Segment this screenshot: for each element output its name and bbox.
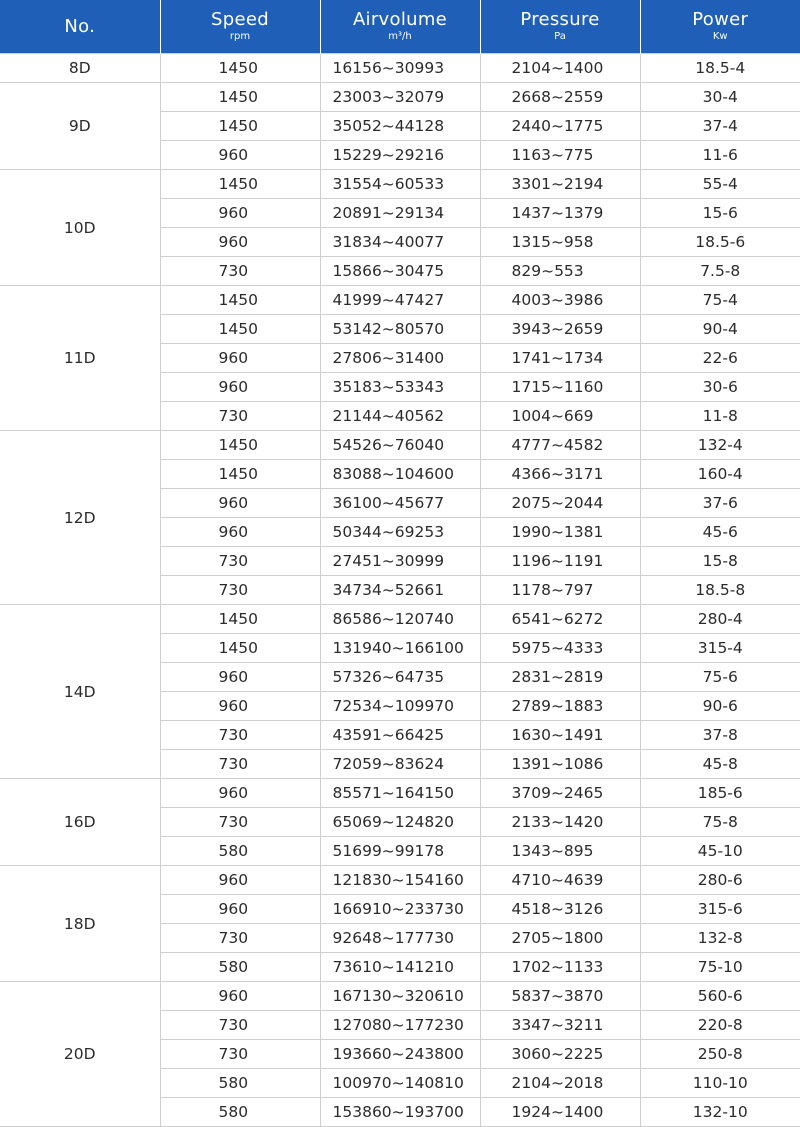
speed-cell: 960 [160, 982, 320, 1011]
power-cell: 75-4 [640, 286, 800, 315]
airvolume-cell: 85571~164150 [320, 779, 480, 808]
speed-cell: 960 [160, 344, 320, 373]
pressure-cell: 1315~958 [480, 228, 640, 257]
pressure-cell: 4710~4639 [480, 866, 640, 895]
speed-cell: 1450 [160, 460, 320, 489]
model-number-cell: 20D [0, 982, 160, 1127]
airvolume-cell: 193660~243800 [320, 1040, 480, 1069]
pressure-cell: 3943~2659 [480, 315, 640, 344]
airvolume-cell: 31554~60533 [320, 170, 480, 199]
pressure-cell: 2075~2044 [480, 489, 640, 518]
airvolume-cell: 27806~31400 [320, 344, 480, 373]
speed-cell: 960 [160, 663, 320, 692]
header-row [0, 0, 800, 54]
airvolume-cell: 15229~29216 [320, 141, 480, 170]
pressure-cell: 2705~1800 [480, 924, 640, 953]
header-airvolume [320, 0, 480, 54]
table-body [0, 54, 800, 1127]
airvolume-cell: 36100~45677 [320, 489, 480, 518]
power-cell: 315-6 [640, 895, 800, 924]
header-airvolume-unit: m³/h [388, 31, 412, 42]
speed-cell: 1450 [160, 112, 320, 141]
speed-cell: 960 [160, 866, 320, 895]
pressure-cell: 3060~2225 [480, 1040, 640, 1069]
power-cell: 18.5-8 [640, 576, 800, 605]
power-cell: 30-4 [640, 83, 800, 112]
speed-cell: 960 [160, 489, 320, 518]
power-cell: 11-6 [640, 141, 800, 170]
airvolume-cell: 54526~76040 [320, 431, 480, 460]
speed-cell: 960 [160, 779, 320, 808]
power-cell: 45-10 [640, 837, 800, 866]
pressure-cell: 1163~775 [480, 141, 640, 170]
power-cell: 185-6 [640, 779, 800, 808]
speed-cell: 730 [160, 924, 320, 953]
table-row [0, 779, 800, 808]
speed-cell: 730 [160, 576, 320, 605]
airvolume-cell: 31834~40077 [320, 228, 480, 257]
header-speed-unit: rpm [229, 31, 251, 42]
power-cell: 45-8 [640, 750, 800, 779]
airvolume-cell: 167130~320610 [320, 982, 480, 1011]
airvolume-cell: 100970~140810 [320, 1069, 480, 1098]
airvolume-cell: 131940~166100 [320, 634, 480, 663]
header-power-unit: Kw [712, 31, 728, 42]
pressure-cell: 1702~1133 [480, 953, 640, 982]
speed-cell: 730 [160, 808, 320, 837]
power-cell: 132-10 [640, 1098, 800, 1127]
table-row [0, 54, 800, 83]
airvolume-cell: 16156~30993 [320, 54, 480, 83]
speed-cell: 580 [160, 953, 320, 982]
speed-cell: 580 [160, 837, 320, 866]
airvolume-cell: 72059~83624 [320, 750, 480, 779]
power-cell: 55-4 [640, 170, 800, 199]
power-cell: 132-4 [640, 431, 800, 460]
speed-cell: 960 [160, 518, 320, 547]
pressure-cell: 1343~895 [480, 837, 640, 866]
airvolume-cell: 20891~29134 [320, 199, 480, 228]
speed-cell: 960 [160, 692, 320, 721]
speed-cell: 1450 [160, 170, 320, 199]
airvolume-cell: 73610~141210 [320, 953, 480, 982]
model-number-cell: 14D [0, 605, 160, 779]
pressure-cell: 4003~3986 [480, 286, 640, 315]
airvolume-cell: 41999~47427 [320, 286, 480, 315]
power-cell: 37-4 [640, 112, 800, 141]
airvolume-cell: 35052~44128 [320, 112, 480, 141]
speed-cell: 1450 [160, 315, 320, 344]
pressure-cell: 5837~3870 [480, 982, 640, 1011]
speed-cell: 730 [160, 1040, 320, 1069]
airvolume-cell: 127080~177230 [320, 1011, 480, 1040]
power-cell: 18.5-4 [640, 54, 800, 83]
header-pressure [480, 0, 640, 54]
speed-cell: 1450 [160, 286, 320, 315]
pressure-cell: 2133~1420 [480, 808, 640, 837]
airvolume-cell: 34734~52661 [320, 576, 480, 605]
speed-cell: 960 [160, 228, 320, 257]
airvolume-cell: 153860~193700 [320, 1098, 480, 1127]
power-cell: 110-10 [640, 1069, 800, 1098]
power-cell: 37-6 [640, 489, 800, 518]
airvolume-cell: 86586~120740 [320, 605, 480, 634]
pressure-cell: 2440~1775 [480, 112, 640, 141]
table-row [0, 982, 800, 1011]
speed-cell: 1450 [160, 83, 320, 112]
speed-cell: 960 [160, 199, 320, 228]
pressure-cell: 1178~797 [480, 576, 640, 605]
pressure-cell: 2104~2018 [480, 1069, 640, 1098]
power-cell: 160-4 [640, 460, 800, 489]
pressure-cell: 2104~1400 [480, 54, 640, 83]
airvolume-cell: 23003~32079 [320, 83, 480, 112]
table-row [0, 866, 800, 895]
pressure-cell: 1924~1400 [480, 1098, 640, 1127]
header-pressure-unit: Pa [554, 31, 566, 42]
header-no [0, 0, 160, 54]
power-cell: 90-6 [640, 692, 800, 721]
pressure-cell: 1990~1381 [480, 518, 640, 547]
header-speed [160, 0, 320, 54]
airvolume-cell: 50344~69253 [320, 518, 480, 547]
power-cell: 220-8 [640, 1011, 800, 1040]
table-header [0, 0, 800, 54]
airvolume-cell: 27451~30999 [320, 547, 480, 576]
power-cell: 11-8 [640, 402, 800, 431]
speed-cell: 1450 [160, 431, 320, 460]
pressure-cell: 1196~1191 [480, 547, 640, 576]
table-row [0, 605, 800, 634]
model-number-cell: 10D [0, 170, 160, 286]
power-cell: 15-6 [640, 199, 800, 228]
airvolume-cell: 65069~124820 [320, 808, 480, 837]
speed-cell: 730 [160, 257, 320, 286]
airvolume-cell: 72534~109970 [320, 692, 480, 721]
pressure-cell: 1004~669 [480, 402, 640, 431]
pressure-cell: 5975~4333 [480, 634, 640, 663]
speed-cell: 730 [160, 402, 320, 431]
airvolume-cell: 121830~154160 [320, 866, 480, 895]
power-cell: 132-8 [640, 924, 800, 953]
power-cell: 280-6 [640, 866, 800, 895]
power-cell: 75-8 [640, 808, 800, 837]
power-cell: 7.5-8 [640, 257, 800, 286]
model-number-cell: 16D [0, 779, 160, 866]
table-row [0, 431, 800, 460]
pressure-cell: 1391~1086 [480, 750, 640, 779]
model-number-cell: 12D [0, 431, 160, 605]
header-airvolume-label: Airvolume [352, 9, 448, 30]
header-speed-label: Speed [211, 9, 269, 30]
airvolume-cell: 57326~64735 [320, 663, 480, 692]
header-power-label: Power [692, 9, 749, 30]
airvolume-cell: 83088~104600 [320, 460, 480, 489]
pressure-cell: 4777~4582 [480, 431, 640, 460]
pressure-cell: 1715~1160 [480, 373, 640, 402]
power-cell: 22-6 [640, 344, 800, 373]
table-row [0, 286, 800, 315]
model-number-cell: 9D [0, 83, 160, 170]
model-number-cell: 8D [0, 54, 160, 83]
model-number-cell: 11D [0, 286, 160, 431]
pressure-cell: 4518~3126 [480, 895, 640, 924]
airvolume-cell: 43591~66425 [320, 721, 480, 750]
speed-cell: 960 [160, 373, 320, 402]
speed-cell: 1450 [160, 605, 320, 634]
airvolume-cell: 92648~177730 [320, 924, 480, 953]
power-cell: 75-10 [640, 953, 800, 982]
power-cell: 90-4 [640, 315, 800, 344]
pressure-cell: 2668~2559 [480, 83, 640, 112]
airvolume-cell: 21144~40562 [320, 402, 480, 431]
pressure-cell: 3709~2465 [480, 779, 640, 808]
power-cell: 280-4 [640, 605, 800, 634]
airvolume-cell: 35183~53343 [320, 373, 480, 402]
pressure-cell: 1630~1491 [480, 721, 640, 750]
airvolume-cell: 166910~233730 [320, 895, 480, 924]
pressure-cell: 3301~2194 [480, 170, 640, 199]
pressure-cell: 829~553 [480, 257, 640, 286]
power-cell: 75-6 [640, 663, 800, 692]
power-cell: 37-8 [640, 721, 800, 750]
power-cell: 560-6 [640, 982, 800, 1011]
airvolume-cell: 51699~99178 [320, 837, 480, 866]
power-cell: 30-6 [640, 373, 800, 402]
pressure-cell: 4366~3171 [480, 460, 640, 489]
speed-cell: 960 [160, 895, 320, 924]
pressure-cell: 3347~3211 [480, 1011, 640, 1040]
speed-cell: 1450 [160, 54, 320, 83]
power-cell: 250-8 [640, 1040, 800, 1069]
header-pressure-label: Pressure [520, 9, 600, 30]
airvolume-cell: 15866~30475 [320, 257, 480, 286]
header-no-label: No. [64, 15, 96, 37]
power-cell: 15-8 [640, 547, 800, 576]
pressure-cell: 1741~1734 [480, 344, 640, 373]
power-cell: 45-6 [640, 518, 800, 547]
speed-cell: 730 [160, 721, 320, 750]
speed-cell: 1450 [160, 634, 320, 663]
speed-cell: 580 [160, 1098, 320, 1127]
power-cell: 18.5-6 [640, 228, 800, 257]
pressure-cell: 2831~2819 [480, 663, 640, 692]
pressure-cell: 1437~1379 [480, 199, 640, 228]
speed-cell: 730 [160, 1011, 320, 1040]
power-cell: 315-4 [640, 634, 800, 663]
pressure-cell: 6541~6272 [480, 605, 640, 634]
speed-cell: 730 [160, 750, 320, 779]
table-row [0, 83, 800, 112]
airvolume-cell: 53142~80570 [320, 315, 480, 344]
speed-cell: 960 [160, 141, 320, 170]
speed-cell: 580 [160, 1069, 320, 1098]
pressure-cell: 2789~1883 [480, 692, 640, 721]
speed-cell: 730 [160, 547, 320, 576]
model-number-cell: 18D [0, 866, 160, 982]
header-power [640, 0, 800, 54]
table-row [0, 170, 800, 199]
